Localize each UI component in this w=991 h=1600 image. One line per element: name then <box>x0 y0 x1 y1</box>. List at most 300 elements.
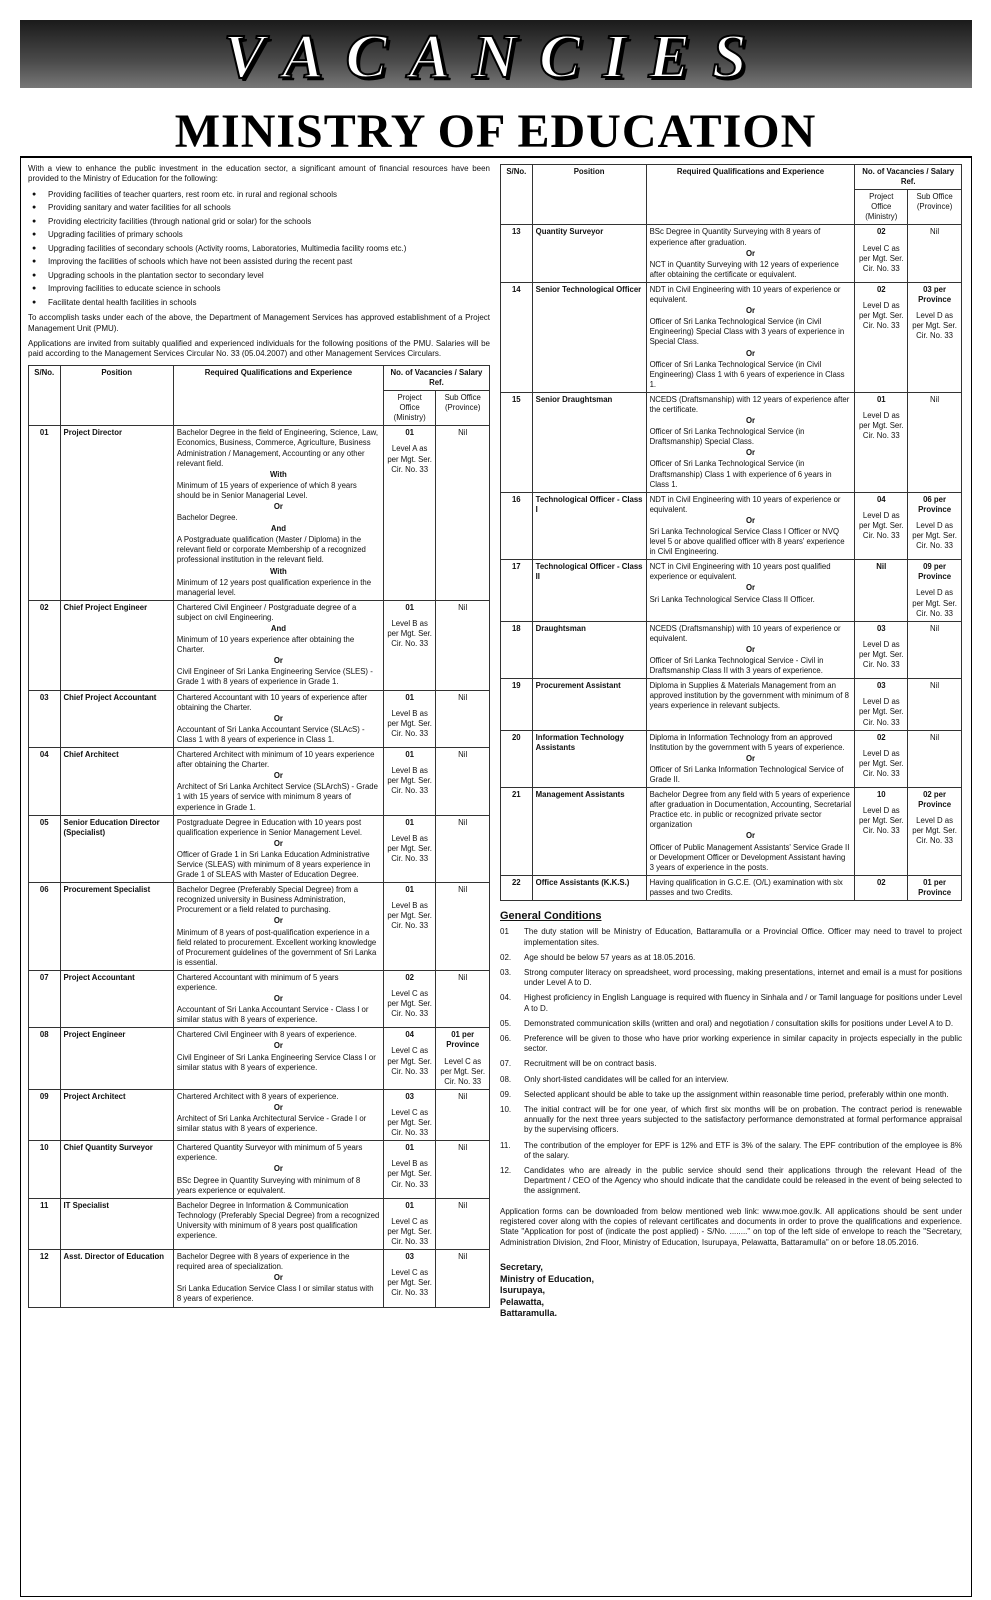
qualification-separator: And <box>270 624 286 633</box>
qualification-text: Chartered Civil Engineer / Postgraduate degree of a subject on civil Engineering. <box>176 602 357 622</box>
sno-cell: 20 <box>501 730 533 787</box>
qualification-text: Chartered Civil Engineer with 8 years of experience. <box>176 1030 357 1040</box>
qualification-separator: Or <box>745 583 756 593</box>
salary-level: Level D as per Mgt. Ser. Cir. No. 33 <box>858 697 904 727</box>
qualification-separator: Or <box>273 916 283 926</box>
condition-item <box>500 1019 962 1029</box>
vacancy-count: Nil <box>930 394 940 404</box>
qualification-text: Bachelor Degree. <box>176 513 238 523</box>
condition-item <box>500 927 962 947</box>
vacancy-count: Nil <box>458 817 468 827</box>
table-row <box>29 690 490 747</box>
project-office-cell <box>855 392 908 492</box>
vacancy-count: Nil <box>458 692 468 702</box>
sub-office-cell <box>908 282 962 392</box>
table-row <box>29 426 490 601</box>
sno-cell: 02 <box>29 600 61 690</box>
banner-title: VACANCIES <box>223 23 769 91</box>
condition-item <box>500 993 962 1013</box>
table-row <box>29 883 490 971</box>
header-sno: S/No. <box>29 365 61 425</box>
condition-text: Candidates who are already in the public service should send their applications through the relevant Head of the Department / CEO of the Agency who should indicate that the candidate could be released in the event of being selected to the assignment. <box>524 1166 962 1196</box>
sub-office-cell <box>436 1141 490 1198</box>
vacancy-table-left <box>28 365 490 1308</box>
qualifications-cell <box>173 970 383 1027</box>
position-cell: Chief Architect <box>60 748 173 816</box>
qualifications-cell <box>646 679 855 730</box>
list-item: ● Facilitate dental health facilities in schools <box>48 298 490 308</box>
qualification-text: Officer of Grade 1 in Sri Lanka Education Administrative Service (SLEAS) with minimum of 8 years experience in Grade 1 of SLEAS with Master of Education Degree. <box>176 849 371 880</box>
project-office-cell <box>383 970 436 1027</box>
condition-item <box>500 968 962 988</box>
sno-cell: 04 <box>29 748 61 816</box>
salary-level: Level C as per Mgt. Ser. Cir. No. 33 <box>440 1056 486 1086</box>
qualification-separator: Or <box>273 1164 283 1174</box>
condition-number: 03. <box>500 968 512 978</box>
qualification-text: Chartered Architect with 8 years of experience. <box>176 1091 339 1101</box>
list-item: ● Providing electricity facilities (through national grid or solar) for the schools <box>48 217 490 227</box>
table-row <box>501 730 962 787</box>
salary-level: Level C as per Mgt. Ser. Cir. No. 33 <box>387 1268 432 1298</box>
condition-number: 04. <box>500 993 512 1003</box>
sub-office-cell <box>436 970 490 1027</box>
vacancy-count: 01 <box>405 885 415 895</box>
vacancy-count: Nil <box>458 885 468 895</box>
position-cell: Chief Quantity Surveyor <box>60 1141 173 1198</box>
sub-office-cell <box>908 492 962 560</box>
general-conditions-list <box>500 927 962 1196</box>
sno-cell: 17 <box>501 560 533 621</box>
header-qualifications: Required Qualifications and Experience <box>646 165 855 225</box>
list-item: ● Upgrading facilities of secondary schools (Activity rooms, Laboratories, Multimedia facility rooms etc.) <box>48 244 490 254</box>
qualification-text: Officer of Sri Lanka Technological Service - Civil in Draftsmanship Class II with 3 years of experience. <box>649 656 824 676</box>
position-cell: Senior Technological Officer <box>532 282 646 392</box>
qualifications-cell <box>173 883 383 971</box>
condition-number: 06. <box>500 1034 512 1044</box>
condition-text: Strong computer literacy on spreadsheet, word processing, making presentations, internet and email is a must for positions under Level A to D. <box>524 968 962 988</box>
table-row <box>501 621 962 678</box>
applications-paragraph: Applications are invited from suitably qualified and experienced individuals for the following positions of the PMU. Salaries will be paid according to the Management Services Circular No. 33 (05.04.2007) and other Management Services Circulars. <box>28 339 490 359</box>
qualification-separator: Or <box>273 713 283 723</box>
address-line: Battaramulla. <box>500 1308 558 1319</box>
vacancy-count: 01 <box>405 1143 415 1153</box>
sno-cell: 15 <box>501 392 533 492</box>
vacancy-count: 01 per Province <box>446 1030 480 1050</box>
sub-office-cell <box>436 1028 490 1089</box>
address-line: Isurupaya, <box>500 1285 546 1296</box>
qualifications-cell <box>646 282 855 392</box>
sno-cell: 03 <box>29 690 61 747</box>
header-divider <box>20 156 972 158</box>
condition-number: 05. <box>500 1018 512 1028</box>
salary-level: Level D as per Mgt. Ser. Cir. No. 33 <box>912 520 957 551</box>
vacancy-count: Nil <box>930 227 940 237</box>
condition-item <box>500 1166 962 1197</box>
qualifications-cell <box>173 600 383 690</box>
condition-number: 01 <box>500 927 509 937</box>
condition-text: The contribution of the employer for EPF is 12% and ETF is 3% of the salary. The EPF contribution of the employee is 8% of the salary. <box>524 1140 962 1160</box>
vacancy-count: 01 per Province <box>918 877 952 897</box>
salary-level: Level A as per Mgt. Ser. Cir. No. 33 <box>387 444 432 474</box>
vacancy-count: 01 <box>405 428 415 438</box>
qualifications-cell <box>173 1028 383 1089</box>
salary-level: Level B as per Mgt. Ser. Cir. No. 33 <box>387 833 432 863</box>
sno-cell: 21 <box>501 788 533 876</box>
header-qualifications: Required Qualifications and Experience <box>173 365 383 425</box>
general-conditions-title: General Conditions <box>500 910 602 922</box>
salary-level: Level B as per Mgt. Ser. Cir. No. 33 <box>387 1159 432 1189</box>
qualification-text: Diploma in Supplies & Materials Management from an approved institution by the government with minimum of 8 years experience in relevant subjects. <box>649 681 849 711</box>
qualification-separator: Or <box>273 838 283 848</box>
right-column <box>500 164 962 1320</box>
sub-office-cell <box>908 560 962 621</box>
vacancy-count: Nil <box>458 1200 468 1210</box>
vacancy-count: 03 <box>405 1252 415 1262</box>
condition-number: 11. <box>500 1140 511 1150</box>
sub-office-cell <box>436 1250 490 1307</box>
left-column <box>28 164 490 1308</box>
salary-level: Level C as per Mgt. Ser. Cir. No. 33 <box>387 989 432 1019</box>
condition-item <box>500 1105 962 1136</box>
header-sub-office: Sub Office (Province) <box>436 391 490 426</box>
salary-level: Level D as per Mgt. Ser. Cir. No. 33 <box>858 806 904 836</box>
vacancy-count: Nil <box>458 1091 468 1101</box>
sub-office-cell <box>908 730 962 787</box>
vacancy-count: 02 <box>876 732 886 742</box>
position-cell: Information Technology Assistants <box>532 730 646 787</box>
vacancy-count: 03 <box>876 681 886 691</box>
qualification-separator: Or <box>273 771 283 781</box>
condition-number: 12. <box>500 1166 512 1176</box>
salary-level: Level D as per Mgt. Ser. Cir. No. 33 <box>858 639 904 670</box>
sub-office-cell <box>436 883 490 971</box>
project-office-cell <box>855 875 908 900</box>
qualification-separator: Or <box>745 831 756 841</box>
project-office-cell <box>383 1250 436 1307</box>
position-cell: Office Assistants (K.K.S.) <box>532 875 646 900</box>
condition-number: 09. <box>500 1089 512 1099</box>
vacancy-count: Nil <box>458 602 468 612</box>
condition-text: The duty station will be Ministry of Education, Battaramulla or a Provincial Office. Officer may need to travel to project implementation sites. <box>524 927 962 947</box>
qualification-separator: Or <box>273 656 283 666</box>
condition-number: 08. <box>500 1074 512 1084</box>
qualification-text: Civil Engineer of Sri Lanka Engineering Service Class I or similar status with 8 years of experience. <box>176 1052 376 1072</box>
position-cell: Management Assistants <box>532 788 646 876</box>
header-vacancies: No. of Vacancies / Salary Ref. <box>855 165 962 190</box>
qualifications-cell <box>173 426 383 601</box>
vacancy-count: Nil <box>930 623 940 633</box>
position-cell: Technological Officer - Class I <box>532 492 646 560</box>
position-cell: Senior Education Director (Specialist) <box>60 815 173 883</box>
salary-level: Level C as per Mgt. Ser. Cir. No. 33 <box>387 1046 432 1076</box>
qualification-text: Bachelor Degree (Preferably Special Degree) from a recognized university in Business Administration, Procurement or a field related to purchasing. <box>176 885 359 915</box>
qualification-text: Chartered Architect with minimum of 10 years experience after obtaining the Charter. <box>176 750 375 770</box>
sub-office-cell <box>908 392 962 492</box>
qualification-text: Architect of Sri Lanka Architect Service (SLArchS) - Grade 1 with 15 years of service with minimum 8 years of experience in Grade 1. <box>176 782 378 812</box>
project-office-cell <box>855 621 908 678</box>
project-office-cell <box>383 1089 436 1140</box>
qualification-text: Minimum of 8 years of post-qualification experience in a field related to procurement. Excellent working knowledge of Procurement guidelines of the government of Sri Lanka is essential. <box>176 927 377 967</box>
qualification-text: Chartered Accountant with 10 years of experience after obtaining the Charter. <box>176 692 368 712</box>
qualification-text: Bachelor Degree in Information & Communication Technology (Preferably Special Degree) from a recognized University with minimum of 8 years post qualification experience. <box>176 1200 380 1240</box>
condition-item <box>500 1090 962 1100</box>
table-row <box>29 1250 490 1307</box>
position-cell: Project Director <box>60 426 173 601</box>
header-position: Position <box>60 365 173 425</box>
qualification-separator: Or <box>745 753 756 763</box>
sub-office-cell <box>908 679 962 730</box>
sno-cell: 18 <box>501 621 533 678</box>
qualification-text: Officer of Sri Lanka Technological Service (in Draftsmanship) Class 1 with experience of 6 years in Class 1. <box>649 459 832 489</box>
condition-number: 10. <box>500 1105 512 1115</box>
qualification-text: A Postgraduate qualification (Master / Diploma) in the relevant field or corporate Membership of a recognized professional institution in the relevant field. <box>176 535 366 565</box>
vacancy-count: Nil <box>930 732 940 742</box>
sno-cell: 08 <box>29 1028 61 1089</box>
position-cell: Draughtsman <box>532 621 646 678</box>
sno-cell: 09 <box>29 1089 61 1140</box>
vacancy-count: Nil <box>458 750 468 760</box>
salary-level: Level D as per Mgt. Ser. Cir. No. 33 <box>858 510 904 540</box>
qualifications-cell <box>646 788 855 876</box>
qualification-text: Postgraduate Degree in Education with 10 years post qualification experience in Senior Management Level. <box>176 817 362 837</box>
sub-office-cell <box>908 621 962 678</box>
qualification-separator: Or <box>745 416 756 426</box>
sno-cell: 22 <box>501 875 533 900</box>
project-office-cell <box>383 1198 436 1249</box>
condition-text: Selected applicant should be able to take up the assignment within reasonable time period, preferably within one month. <box>524 1089 949 1099</box>
salary-level: Level D as per Mgt. Ser. Cir. No. 33 <box>858 748 904 778</box>
sub-office-cell <box>436 815 490 883</box>
condition-item <box>500 953 962 963</box>
sno-cell: 01 <box>29 426 61 601</box>
qualification-text: Sri Lanka Education Service Class I or similar status with 8 years of experience. <box>176 1284 374 1304</box>
salary-level: Level B as per Mgt. Ser. Cir. No. 33 <box>387 766 432 796</box>
table-row <box>501 875 962 900</box>
qualification-separator: Or <box>273 1102 283 1112</box>
condition-item <box>500 1141 962 1161</box>
condition-text: Only short-listed candidates will be called for an interview. <box>524 1074 729 1084</box>
position-cell: Chief Project Engineer <box>60 600 173 690</box>
qualifications-cell <box>646 492 855 560</box>
position-cell: Procurement Specialist <box>60 883 173 971</box>
list-item: ● Upgrading schools in the plantation sector to secondary level <box>48 271 490 281</box>
project-office-cell <box>383 600 436 690</box>
vacancy-count: 01 <box>405 750 415 760</box>
qualification-text: NDT in Civil Engineering with 10 years of experience or equivalent. <box>649 284 841 305</box>
project-office-cell <box>383 883 436 971</box>
vacancy-count: Nil <box>876 562 887 572</box>
project-office-cell <box>855 492 908 560</box>
vacancy-count: 02 per Province <box>918 790 952 810</box>
qualification-text: Minimum of 15 years of experience of which 8 years should be in Senior Managerial Level. <box>176 480 357 500</box>
position-cell: Project Engineer <box>60 1028 173 1089</box>
table-row <box>501 225 962 282</box>
address-line: Pelawatta, <box>500 1296 545 1307</box>
qualification-separator: Or <box>273 1041 283 1051</box>
vacancy-count: 01 <box>405 817 415 827</box>
sno-cell: 13 <box>501 225 533 282</box>
qualification-separator: Or <box>273 501 283 511</box>
qualification-text: BSc Degree in Quantity Surveying with minimum of 8 years experience or equivalent. <box>176 1175 361 1195</box>
project-office-cell <box>855 679 908 730</box>
table-row <box>501 282 962 392</box>
qualification-separator: And <box>270 524 286 534</box>
qualification-separator: With <box>270 566 287 576</box>
table-row <box>29 748 490 816</box>
table-row <box>29 1089 490 1140</box>
table-row <box>29 1028 490 1089</box>
salary-level: Level C as per Mgt. Ser. Cir. No. 33 <box>387 1216 432 1246</box>
vacancy-count: 06 per Province <box>918 494 952 514</box>
sub-office-cell <box>436 748 490 816</box>
sub-office-cell <box>908 225 962 282</box>
salary-level: Level B as per Mgt. Ser. Cir. No. 33 <box>387 618 432 649</box>
qualification-text: NDT in Civil Engineering with 10 years of experience or equivalent. <box>649 494 841 514</box>
table-row <box>29 1141 490 1198</box>
sno-cell: 06 <box>29 883 61 971</box>
vacancy-count: 02 <box>876 284 886 294</box>
qualifications-cell <box>173 1250 383 1307</box>
vacancy-count: 03 <box>876 623 886 633</box>
sub-office-cell <box>436 1198 490 1249</box>
qualification-text: Chartered Quantity Surveyor with minimum of 5 years experience. <box>176 1143 363 1163</box>
qualifications-cell <box>173 690 383 747</box>
qualifications-cell <box>173 1198 383 1249</box>
position-cell: Technological Officer - Class II <box>532 560 646 621</box>
header-position: Position <box>532 165 646 225</box>
qualifications-cell <box>646 392 855 492</box>
vacancy-count: 01 <box>405 602 415 612</box>
position-cell: Senior Draughtsman <box>532 392 646 492</box>
pmu-paragraph: To accomplish tasks under each of the above, the Department of Management Services has approved establishment of a Project Management Unit (PMU). <box>28 313 490 333</box>
condition-text: Preference will be given to those who have prior working experience in similar capacity in projects especially in the public sector. <box>524 1034 962 1054</box>
qualification-separator: With <box>270 469 287 479</box>
salary-level: Level C as per Mgt. Ser. Cir. No. 33 <box>858 243 904 273</box>
vacancy-count: Nil <box>930 681 940 691</box>
vacancy-count: 09 per Province <box>918 562 952 582</box>
qualifications-cell <box>173 815 383 883</box>
condition-text: Recruitment will be on contract basis. <box>524 1059 657 1069</box>
vacancy-count: 01 <box>876 394 886 404</box>
sno-cell: 10 <box>29 1141 61 1198</box>
qualification-text: BSc Degree in Quantity Surveying with 8 years of experience after graduation. <box>649 227 821 247</box>
qualification-text: Bachelor Degree with 8 years of experience in the required area of specialization. <box>176 1252 350 1272</box>
vacancy-count: 02 <box>876 877 886 887</box>
condition-text: Highest proficiency in English Language is required with fluency in Sinhala and / or Tamil language for positions under Level A to D. <box>524 993 962 1013</box>
project-office-cell <box>383 815 436 883</box>
salary-level: Level D as per Mgt. Ser. Cir. No. 33 <box>858 301 904 331</box>
facilities-list <box>28 190 490 308</box>
header-project-office: Project Office (Ministry) <box>383 391 436 426</box>
vacancy-count: 04 <box>876 494 886 504</box>
header-sno: S/No. <box>501 165 533 225</box>
project-office-cell <box>383 426 436 601</box>
qualification-separator: Or <box>273 994 283 1004</box>
vacancies-banner <box>20 20 972 91</box>
qualification-text: Accountant of Sri Lanka Accountant Service - Class I or similar status with 8 years of experience. <box>176 1005 369 1025</box>
sub-office-cell <box>908 788 962 876</box>
qualification-text: Having qualification in G.C.E. (O/L) examination with six passes and two Credits. <box>649 877 843 897</box>
project-office-cell <box>383 1028 436 1089</box>
qualification-text: Architect of Sri Lanka Architectural Service - Grade I or similar status with 8 years of experience. <box>176 1114 367 1134</box>
qualification-separator: Or <box>745 248 756 258</box>
list-item: ● Improving the facilities of schools which have not been assisted during the recent past <box>48 257 490 267</box>
qualification-text: Officer of Sri Lanka Technological Service (in Civil Engineering) Class 1 with 6 years of experience in Class 1. <box>649 359 845 389</box>
qualification-separator: Or <box>745 515 756 525</box>
list-item: ● Providing sanitary and water facilities for all schools <box>48 203 490 213</box>
project-office-cell <box>855 788 908 876</box>
project-office-cell <box>383 748 436 816</box>
position-cell: Project Architect <box>60 1089 173 1140</box>
qualification-text: Officer of Sri Lanka Information Technological Service of Grade II. <box>649 764 844 784</box>
header-vacancies: No. of Vacancies / Salary Ref. <box>383 365 489 390</box>
qualification-text: NCEDS (Draftsmanship) with 12 years of experience after the certificate. <box>649 394 850 414</box>
qualification-text: NCT in Quantity Surveying with 12 years of experience after obtaining the certificate or equivalent. <box>649 259 839 279</box>
contact-address <box>500 1262 962 1320</box>
salary-level: Level D as per Mgt. Ser. Cir. No. 33 <box>912 311 957 341</box>
vacancy-count: 04 <box>405 1030 415 1040</box>
application-instructions: Application forms can be downloaded from below mentioned web link: www.moe.gov.lk. All applications should be sent under registered cover along with the copies of relevant certificates and documents in order to prove the qualifications and experience. State "Application for post of (indicate the post applied) - S/No. ........" on top of the left side of envelope to reach the "Secretary, Administration Division, 2nd Floor, Ministry of Education, Isurupaya, Pelawatta, Battaramulla" on or before 18.05.2016. <box>500 1206 962 1247</box>
vacancy-count: 02 <box>405 972 415 982</box>
table-row <box>501 560 962 621</box>
project-office-cell <box>855 560 908 621</box>
address-line: Secretary, <box>500 1262 543 1273</box>
sub-office-cell <box>908 875 962 900</box>
vacancy-count: 01 <box>405 1200 415 1210</box>
qualification-text: NCEDS (Draftsmanship) with 10 years of experience or equivalent. <box>649 623 841 643</box>
table-row <box>501 788 962 876</box>
qualifications-cell <box>646 875 855 900</box>
qualification-text: Minimum of 10 years experience after obtaining the Charter. <box>176 635 355 655</box>
position-cell: Chief Project Accountant <box>60 690 173 747</box>
condition-item <box>500 1034 962 1054</box>
sno-cell: 11 <box>29 1198 61 1249</box>
vacancy-count: Nil <box>458 428 468 438</box>
table-row <box>29 600 490 690</box>
project-office-cell <box>855 282 908 392</box>
qualifications-cell <box>173 1141 383 1198</box>
header-sub-office: Sub Office (Province) <box>908 190 962 225</box>
vacancy-count: Nil <box>458 972 468 982</box>
list-item: ● Providing facilities of teacher quarters, rest room etc. in rural and regional schools <box>48 190 490 200</box>
table-row <box>29 815 490 883</box>
project-office-cell <box>855 225 908 282</box>
sno-cell: 14 <box>501 282 533 392</box>
position-cell: Procurement Assistant <box>532 679 646 730</box>
qualification-text: Officer of Public Management Assistants' Service Grade II or Development Officer or Development Assistant having 3 years of experience in the posts. <box>649 842 850 872</box>
qualifications-cell <box>646 621 855 678</box>
table-row <box>501 492 962 560</box>
vacancy-count: 03 <box>405 1091 415 1101</box>
qualification-text: Chartered Accountant with minimum of 5 years experience. <box>176 972 339 992</box>
qualification-separator: Or <box>745 348 756 358</box>
sno-cell: 19 <box>501 679 533 730</box>
qualification-text: Bachelor Degree from any field with 5 years of experience after graduation in Documentation, Accounting, Secretarial Practice etc. in public or recognized private sector organization <box>649 790 852 830</box>
qualification-text: Diploma in Information Technology from an approved Institution by the government with 5 years of experience. <box>649 732 845 752</box>
condition-item <box>500 1075 962 1085</box>
salary-level: Level C as per Mgt. Ser. Cir. No. 33 <box>387 1107 432 1138</box>
salary-level: Level D as per Mgt. Ser. Cir. No. 33 <box>858 410 904 441</box>
project-office-cell <box>855 730 908 787</box>
condition-text: Age should be below 57 years as at 18.05.2016. <box>524 952 696 962</box>
qualification-text: Officer of Sri Lanka Technological Service (in Civil Engineering) Special Class with 3 years of experience in Special Class. <box>649 317 845 347</box>
qualification-text: Sri Lanka Technological Service Class I Officer or NVQ level 5 or above qualified officer with 8 years' experience in Civil Engineering. <box>649 527 845 557</box>
address-line: Ministry of Education, <box>500 1273 595 1284</box>
qualification-separator: Or <box>745 644 756 654</box>
sub-office-cell <box>436 600 490 690</box>
qualification-text: Accountant of Sri Lanka Accountant Service (SLAcS) - Class 1 with 8 years of experience in Class 1. <box>176 724 365 744</box>
sub-office-cell <box>436 426 490 601</box>
